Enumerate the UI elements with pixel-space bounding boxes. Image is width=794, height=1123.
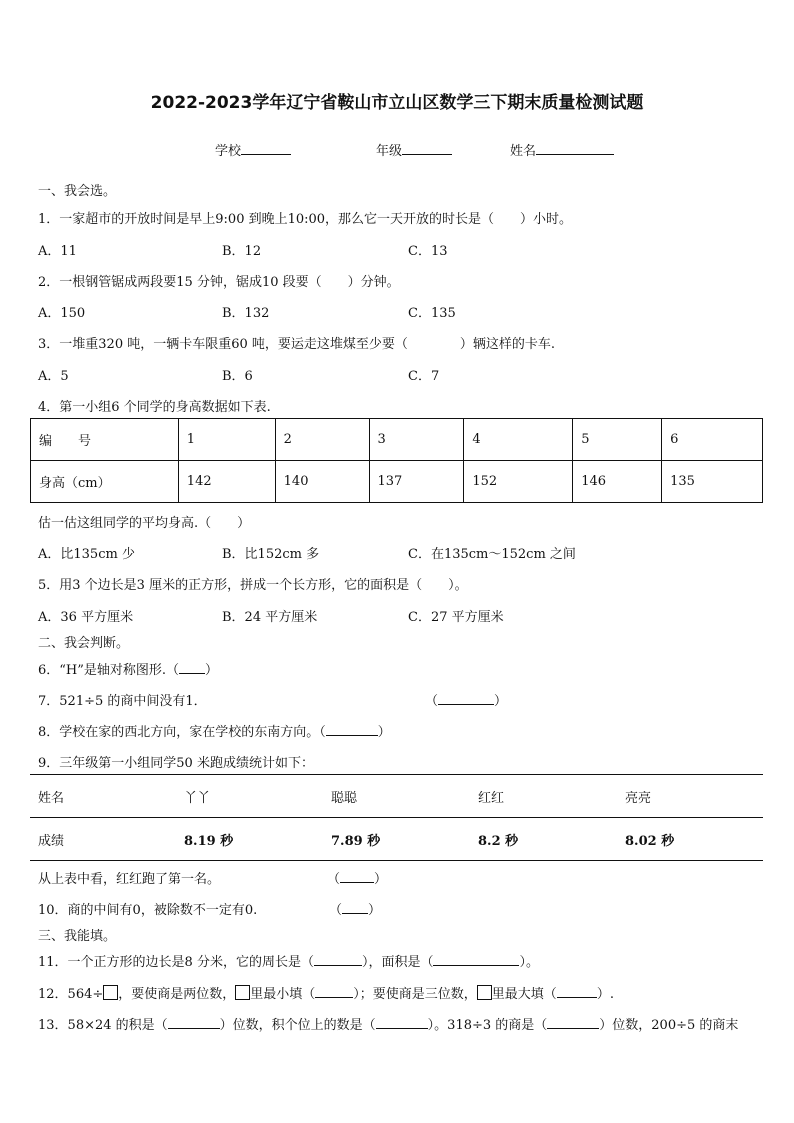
q12-min-blank[interactable] — [315, 985, 353, 998]
q12-box-3 — [477, 985, 492, 1000]
q7-open: （ — [425, 694, 439, 709]
q10-close: ） — [368, 903, 382, 918]
run-results-table — [30, 774, 763, 861]
question-1: 1．一家超市的开放时间是早上9:00 到晚上10:00，那么它一天开放的时长是（ ）小时。 — [38, 212, 573, 227]
table-cell: 142 — [178, 461, 275, 503]
question-9: 9．三年级第一小组同学50 米跑成绩统计如下： — [38, 756, 314, 771]
table-cell: 编 号 — [31, 419, 179, 461]
table-row — [30, 818, 763, 861]
table-cell: 丫丫 — [176, 775, 323, 818]
q4-option-a[interactable]: A．比135cm 少 — [38, 547, 135, 562]
q8-answer-blank[interactable] — [326, 723, 378, 736]
question-5: 5．用3 个边长是3 厘米的正方形，拼成一个长方形，它的面积是（ ）。 — [38, 578, 468, 593]
school-field[interactable] — [215, 140, 291, 159]
grade-field[interactable] — [376, 140, 452, 159]
q1-option-b[interactable]: B．12 — [222, 244, 262, 259]
section-heading-choice: 一、我会选。 — [38, 184, 117, 199]
question-10: 10．商的中间有0，被除数不一定有0. — [38, 903, 258, 918]
q9-close: ） — [374, 872, 388, 887]
question-11 — [38, 951, 539, 970]
table-row — [30, 775, 763, 818]
page-title: 2022-2023学年辽宁省鞍山市立山区数学三下期末质量检测试题 — [150, 93, 644, 113]
q12-box-2 — [235, 985, 250, 1000]
q10-answer-blank[interactable] — [342, 901, 368, 914]
q1-option-a[interactable]: A．11 — [38, 244, 77, 259]
q13-quotient-blank[interactable] — [547, 1016, 599, 1029]
q7-answer[interactable] — [425, 690, 507, 709]
q12-max-blank[interactable] — [557, 985, 597, 998]
table-cell: 成绩 — [30, 818, 176, 861]
height-table — [30, 418, 763, 503]
table-row — [31, 461, 763, 503]
q5-option-a[interactable]: A．36 平方厘米 — [38, 610, 134, 625]
q2-option-a[interactable]: A．150 — [38, 306, 86, 321]
q12-part-6: ）. — [596, 987, 614, 1002]
name-field[interactable] — [510, 140, 614, 159]
q7-close: ） — [494, 694, 508, 709]
table-cell: 8.19 秒 — [176, 818, 323, 861]
q8-text: 8．学校在家的西北方向，家在学校的东南方向。（ — [38, 725, 326, 740]
q12-part-3: 里最小填（ — [250, 987, 316, 1002]
q12-part-5: 里最大填（ — [491, 987, 557, 1002]
grade-blank[interactable] — [402, 141, 452, 155]
table-cell: 135 — [662, 461, 763, 503]
school-blank[interactable] — [241, 141, 291, 155]
q12-part-2: ，要使商是两位数， — [118, 987, 236, 1002]
table-row — [31, 419, 763, 461]
q13-part-2: ）位数，积个位上的数是（ — [219, 1018, 376, 1033]
table-cell: 姓名 — [30, 775, 176, 818]
question-3: 3．一堆重320 吨，一辆卡车限重60 吨，要运走这堆煤至少要（ ）辆这样的卡车. — [38, 337, 556, 352]
q4-option-b[interactable]: B．比152cm 多 — [222, 547, 320, 562]
table-cell: 8.2 秒 — [470, 818, 617, 861]
table-cell: 152 — [464, 461, 573, 503]
q9-open: （ — [327, 872, 341, 887]
name-label: 姓名 — [510, 144, 537, 159]
grade-label: 年级 — [376, 144, 403, 159]
table-cell: 8.02 秒 — [617, 818, 763, 861]
section-heading-judge: 二、我会判断。 — [38, 636, 130, 651]
q6-answer-blank[interactable] — [179, 661, 205, 674]
q11-part-1: 11．一个正方形的边长是8 分米，它的周长是（ — [38, 955, 314, 970]
q2-option-c[interactable]: C．135 — [408, 306, 456, 321]
name-blank[interactable] — [536, 141, 614, 155]
q13-part-4: ）位数，200÷5 的商末 — [599, 1018, 739, 1033]
q12-part-1: 12．564÷ — [38, 987, 104, 1002]
q13-ones-blank[interactable] — [376, 1016, 428, 1029]
q6-text: 6．“H”是轴对称图形.（ — [38, 663, 180, 678]
q11-part-3: ）。 — [519, 955, 539, 970]
q6-close: ） — [205, 663, 219, 678]
table-cell: 亮亮 — [617, 775, 763, 818]
q12-box-1 — [103, 985, 118, 1000]
q7-answer-blank[interactable] — [438, 692, 494, 705]
q8-close: ） — [377, 725, 391, 740]
q11-area-blank[interactable] — [433, 953, 519, 966]
school-label: 学校 — [215, 144, 242, 159]
question-6 — [38, 659, 218, 678]
q4-question: 估一估这组同学的平均身高.（ ） — [38, 516, 251, 531]
q3-option-b[interactable]: B．6 — [222, 369, 253, 384]
table-cell: 5 — [573, 419, 662, 461]
table-cell: 2 — [275, 419, 369, 461]
question-2: 2．一根钢管锯成两段要15 分钟，锯成10 段要（ ）分钟。 — [38, 275, 400, 290]
table-cell: 1 — [178, 419, 275, 461]
table-cell: 137 — [369, 461, 464, 503]
q5-option-c[interactable]: C．27 平方厘米 — [408, 610, 504, 625]
q3-option-c[interactable]: C．7 — [408, 369, 440, 384]
section-heading-fill: 三、我能填。 — [38, 929, 117, 944]
q10-open: （ — [329, 903, 343, 918]
table-cell: 3 — [369, 419, 464, 461]
q10-answer[interactable] — [329, 899, 381, 918]
q13-part-3: ）。318÷3 的商是（ — [427, 1018, 548, 1033]
question-12 — [38, 983, 614, 1002]
q9-answer[interactable] — [327, 868, 387, 887]
question-7: 7．521÷5 的商中间没有1． — [38, 694, 207, 709]
q9-answer-blank[interactable] — [340, 870, 374, 883]
q11-part-2: ），面积是（ — [361, 955, 434, 970]
q12-part-4: ）；要使商是三位数， — [353, 987, 477, 1002]
q3-option-a[interactable]: A．5 — [38, 369, 69, 384]
q1-option-c[interactable]: C．13 — [408, 244, 448, 259]
table-cell: 6 — [662, 419, 763, 461]
table-cell: 7.89 秒 — [323, 818, 470, 861]
q4-option-c[interactable]: C．在135cm～152cm 之间 — [408, 547, 576, 562]
q5-option-b[interactable]: B．24 平方厘米 — [222, 610, 318, 625]
table-cell: 身高（cm） — [31, 461, 179, 503]
question-4: 4．第一小组6 个同学的身高数据如下表. — [38, 400, 271, 415]
q2-option-b[interactable]: B．132 — [222, 306, 270, 321]
table-cell: 4 — [464, 419, 573, 461]
question-8 — [38, 721, 391, 740]
q11-perimeter-blank[interactable] — [314, 953, 362, 966]
table-cell: 红红 — [470, 775, 617, 818]
q13-digits-blank[interactable] — [168, 1016, 220, 1029]
table-cell: 146 — [573, 461, 662, 503]
table-cell: 140 — [275, 461, 369, 503]
q13-part-1: 13．58×24 的积是（ — [38, 1018, 168, 1033]
table-cell: 聪聪 — [323, 775, 470, 818]
q9-question: 从上表中看，红红跑了第一名。 — [38, 872, 221, 887]
question-13 — [38, 1014, 738, 1033]
